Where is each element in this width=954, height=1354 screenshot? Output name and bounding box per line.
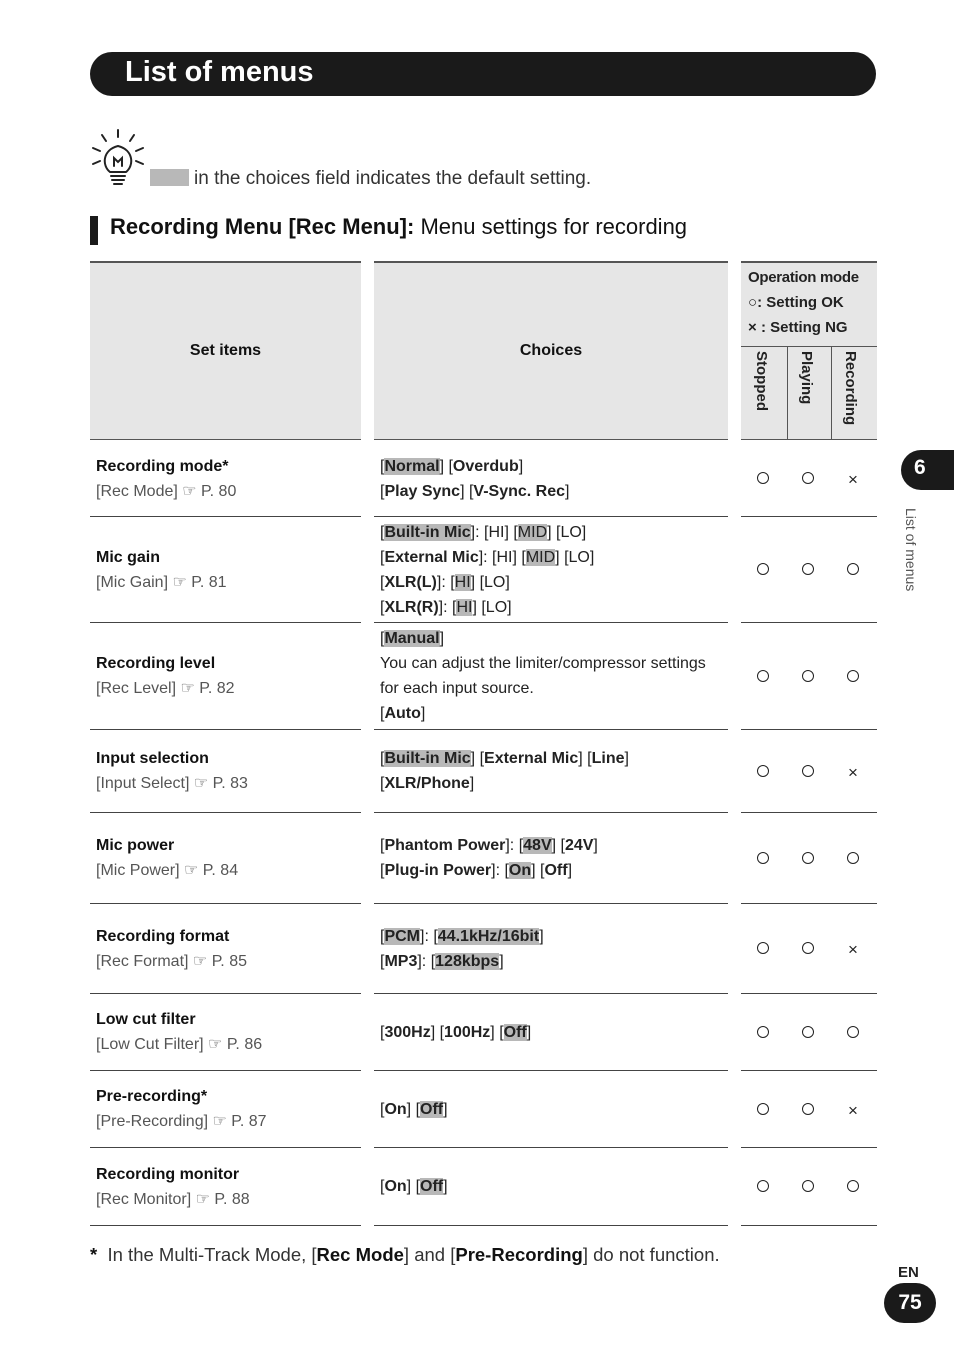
choices-cell [374, 623, 728, 730]
default-choice: Manual [384, 630, 440, 647]
choice-text: ] [ [531, 862, 545, 879]
choice-text: ] [565, 482, 570, 500]
lightbulb-icon [90, 128, 146, 188]
default-choice: On [508, 862, 532, 879]
setting-ng-icon: × [848, 1100, 858, 1120]
set-item-reference: [Mic Power] ☞ P. 84 [96, 862, 239, 879]
choice-line [380, 858, 728, 883]
default-choice: Off [503, 1023, 527, 1041]
choice-option: On [384, 1178, 407, 1195]
choice-line [380, 595, 728, 620]
setting-ok-icon [847, 670, 859, 682]
setting-ok-legend: ○: Setting OK [748, 294, 844, 311]
footnote-part: * [90, 1244, 98, 1265]
setting-ok-icon [757, 563, 769, 575]
choice-line [380, 454, 728, 479]
set-item-cell [90, 904, 361, 994]
choice-text: [ [380, 523, 385, 541]
choice-text: ] [LO] [547, 523, 587, 541]
default-choice: Built-in Mic [384, 750, 471, 767]
choice-text: ]: [ [436, 573, 455, 591]
set-item-reference: [Rec Level] ☞ P. 82 [96, 680, 235, 697]
setting-ok-icon [802, 563, 814, 575]
footnote-part: In the Multi-Track Mode, [ [97, 1244, 317, 1265]
choice-text: ]: [ [420, 927, 438, 945]
recording-column-label: Recording [842, 351, 859, 426]
choice-option: 24V [564, 837, 594, 854]
choices-cell [374, 994, 728, 1071]
choice-text: [ [380, 630, 385, 647]
setting-ok-icon [847, 852, 859, 864]
choice-text: ] [439, 630, 445, 647]
choice-option: V-Sync. Rec [473, 482, 566, 500]
default-choice: MID [525, 548, 556, 566]
setting-ng-legend: × : Setting NG [748, 319, 848, 336]
choice-text: ] [443, 1178, 448, 1195]
chapter-tab [901, 450, 954, 490]
set-item-reference: [Input Select] ☞ P. 83 [96, 775, 248, 792]
setting-ok-icon [802, 852, 814, 864]
choice-text: ] [499, 952, 504, 970]
set-item-cell [90, 623, 361, 730]
choice-option: Plug-in Power [384, 862, 492, 879]
operation-mode-header [741, 261, 877, 440]
default-setting-note: in the choices field indicates the default setting. [150, 168, 591, 190]
choice-text: ] [420, 705, 426, 722]
choice-text: [ [380, 862, 385, 879]
choice-option: 100Hz [444, 1023, 491, 1041]
set-item-reference: [Rec Mode] ☞ P. 80 [96, 482, 237, 500]
footnote [90, 1244, 720, 1266]
choice-text: [ [380, 1178, 385, 1195]
choice-text: ] [ [490, 1023, 504, 1041]
choice-option: External Mic [484, 750, 579, 767]
setting-ok-icon [802, 765, 814, 777]
choice-text: ]: [ [491, 862, 509, 879]
choice-option: Overdub [452, 457, 519, 475]
set-item-name: Recording mode* [96, 457, 229, 475]
setting-ok-icon [757, 942, 769, 954]
choice-option: XLR(R) [384, 598, 439, 616]
choice-text: ]: [HI] [ [470, 523, 518, 541]
choices-cell [374, 813, 728, 904]
setting-ok-icon [757, 765, 769, 777]
choice-option: Off [544, 862, 568, 879]
choice-line [380, 570, 728, 595]
choices-cell [374, 517, 728, 623]
choice-text: ] [ [406, 1178, 421, 1195]
chapter-number: 6 [914, 456, 926, 479]
choice-option: Phantom Power [384, 837, 506, 854]
choice-option: 300Hz [384, 1023, 431, 1041]
set-items-header: Set items [90, 261, 361, 440]
set-item-reference: [Pre-Recording] ☞ P. 87 [96, 1113, 267, 1130]
choice-text: [ [380, 952, 385, 970]
footnote-part: ] do not function. [582, 1244, 720, 1265]
choice-text: for each input source. [380, 680, 534, 697]
choice-line [380, 949, 728, 974]
setting-ok-icon [757, 852, 769, 864]
set-item-name: Low cut filter [96, 1011, 196, 1028]
default-choice: 128kbps [435, 952, 500, 970]
set-item-cell [90, 994, 361, 1071]
setting-ok-icon [802, 472, 814, 484]
set-item-cell [90, 1071, 361, 1148]
default-choice: HI [456, 598, 473, 616]
default-choice: 48V [523, 837, 552, 854]
ng-cross-icon: × [748, 319, 757, 336]
choice-line [380, 651, 728, 676]
choice-text: ] [443, 1100, 448, 1118]
choices-cell [374, 904, 728, 994]
footnote-part: Rec Mode [316, 1244, 404, 1265]
set-item-cell [90, 813, 361, 904]
choice-text: You can adjust the limiter/compressor settings [380, 655, 706, 672]
default-choice: MID [517, 523, 548, 541]
setting-ok-icon [847, 1026, 859, 1038]
choice-text: [ [380, 1023, 385, 1041]
choice-text: [ [380, 457, 385, 475]
stopped-column-label: Stopped [753, 351, 770, 411]
footnote-part: ] and [ [403, 1244, 456, 1265]
choice-text: ] [567, 862, 573, 879]
set-item-cell [90, 730, 361, 813]
choice-text: ] [539, 927, 544, 945]
default-choice: Normal [384, 457, 440, 475]
choice-option: Play Sync [384, 482, 461, 500]
choice-text: [ [380, 482, 385, 500]
setting-ok-icon [757, 1103, 769, 1115]
choices-cell [374, 441, 728, 517]
choice-option: MP3 [384, 952, 418, 970]
setting-ok-icon [802, 1103, 814, 1115]
setting-ok-icon [802, 1180, 814, 1192]
setting-ok-icon [802, 670, 814, 682]
choice-text: ] [ [551, 837, 565, 854]
choice-line [380, 771, 728, 796]
choice-line [380, 545, 728, 570]
choice-text: [ [380, 775, 385, 792]
setting-ng-icon: × [848, 762, 858, 782]
set-item-cell [90, 1148, 361, 1226]
section-title-bold: Recording Menu [Rec Menu]: [110, 214, 415, 239]
setting-ok-icon [802, 942, 814, 954]
default-swatch [150, 169, 189, 186]
choice-option: XLR/Phone [384, 775, 470, 792]
section-marker [90, 216, 98, 245]
choice-text: [ [380, 705, 385, 722]
choice-text: ] [LO] [470, 573, 510, 591]
choice-text: ] [ [460, 482, 474, 500]
default-choice: Off [420, 1178, 444, 1195]
choice-text: [ [380, 1100, 385, 1118]
default-choice: PCM [384, 927, 421, 945]
set-item-reference: [Rec Monitor] ☞ P. 88 [96, 1190, 250, 1208]
setting-ng-icon: × [848, 940, 858, 959]
choices-cell [374, 730, 728, 813]
set-item-name: Mic gain [96, 548, 161, 566]
choice-text: [ [380, 750, 385, 767]
choice-line [380, 1174, 728, 1199]
choice-line [380, 746, 728, 771]
setting-ok-icon [757, 1026, 769, 1038]
choice-text: ] [LO] [472, 598, 512, 616]
choice-text: ] [518, 457, 524, 475]
choice-text: [ [380, 927, 385, 945]
choice-text: ] [ [439, 457, 453, 475]
choice-text: ] [LO] [555, 548, 595, 566]
choice-line [380, 701, 728, 726]
choice-line [380, 676, 728, 701]
choice-text: ] [624, 750, 629, 767]
default-choice: Off [420, 1100, 444, 1118]
page-title: List of menus [125, 56, 314, 88]
choice-text: ] [526, 1023, 532, 1041]
choice-option: XLR(L) [384, 573, 437, 591]
operation-mode-title: Operation mode [748, 269, 859, 286]
default-choice: 44.1kHz/16bit [437, 927, 540, 945]
choice-line [380, 1020, 728, 1045]
setting-ok-icon [802, 1026, 814, 1038]
set-item-reference: [Mic Gain] ☞ P. 81 [96, 573, 227, 591]
set-item-name: Recording monitor [96, 1165, 240, 1183]
choice-text: [ [380, 598, 385, 616]
choice-line [380, 833, 728, 858]
choice-text: ] [593, 837, 598, 854]
set-item-cell [90, 441, 361, 517]
choice-text: ] [ [470, 750, 485, 767]
ok-circle-icon: ○ [748, 294, 758, 311]
choice-option: External Mic [384, 548, 479, 566]
set-item-name: Recording level [96, 655, 216, 672]
choice-text: ]: [HI] [ [478, 548, 526, 566]
choice-line [380, 520, 728, 545]
choice-text: [ [380, 837, 385, 854]
page-number: 75 [884, 1283, 936, 1323]
choice-text: ] [ [578, 750, 592, 767]
title-bar [90, 52, 876, 96]
set-item-cell [90, 517, 361, 623]
choice-text: ]: [ [417, 952, 436, 970]
choices-cell [374, 1071, 728, 1148]
choice-option: On [384, 1100, 407, 1118]
setting-ok-icon [847, 1180, 859, 1192]
choices-cell [374, 1148, 728, 1226]
setting-ok-icon [757, 670, 769, 682]
setting-ok-icon [757, 1180, 769, 1192]
choice-line [380, 924, 728, 949]
choice-option: Auto [384, 705, 421, 722]
choice-line [380, 1097, 728, 1122]
choice-line [380, 626, 728, 651]
default-choice: Built-in Mic [384, 523, 471, 541]
choice-text: ] [469, 775, 475, 792]
default-choice: HI [454, 573, 471, 591]
set-item-name: Pre-recording* [96, 1088, 208, 1105]
set-item-name: Input selection [96, 750, 209, 767]
setting-ng-icon: × [848, 470, 858, 489]
set-item-name: Mic power [96, 837, 175, 854]
set-item-reference: [Low Cut Filter] ☞ P. 86 [96, 1036, 263, 1053]
choice-line [380, 479, 728, 504]
chapter-side-title: List of menus [903, 508, 919, 592]
choices-header: Choices [374, 261, 728, 440]
choice-option: Line [591, 750, 625, 767]
language-label: EN [898, 1264, 919, 1281]
footnote-part: Pre-Recording [455, 1244, 583, 1265]
choice-text: ] [ [406, 1100, 421, 1118]
choice-text: [ [380, 548, 385, 566]
choice-text: ]: [ [505, 837, 524, 854]
choice-text: ]: [ [438, 598, 457, 616]
setting-ok-icon [847, 563, 859, 575]
setting-ok-icon [757, 472, 769, 484]
choice-text: [ [380, 573, 385, 591]
set-item-reference: [Rec Format] ☞ P. 85 [96, 952, 247, 970]
set-item-name: Recording format [96, 927, 230, 945]
playing-column-label: Playing [798, 351, 815, 405]
choice-text: ] [ [430, 1023, 445, 1041]
section-title-normal: Menu settings for recording [414, 214, 688, 239]
